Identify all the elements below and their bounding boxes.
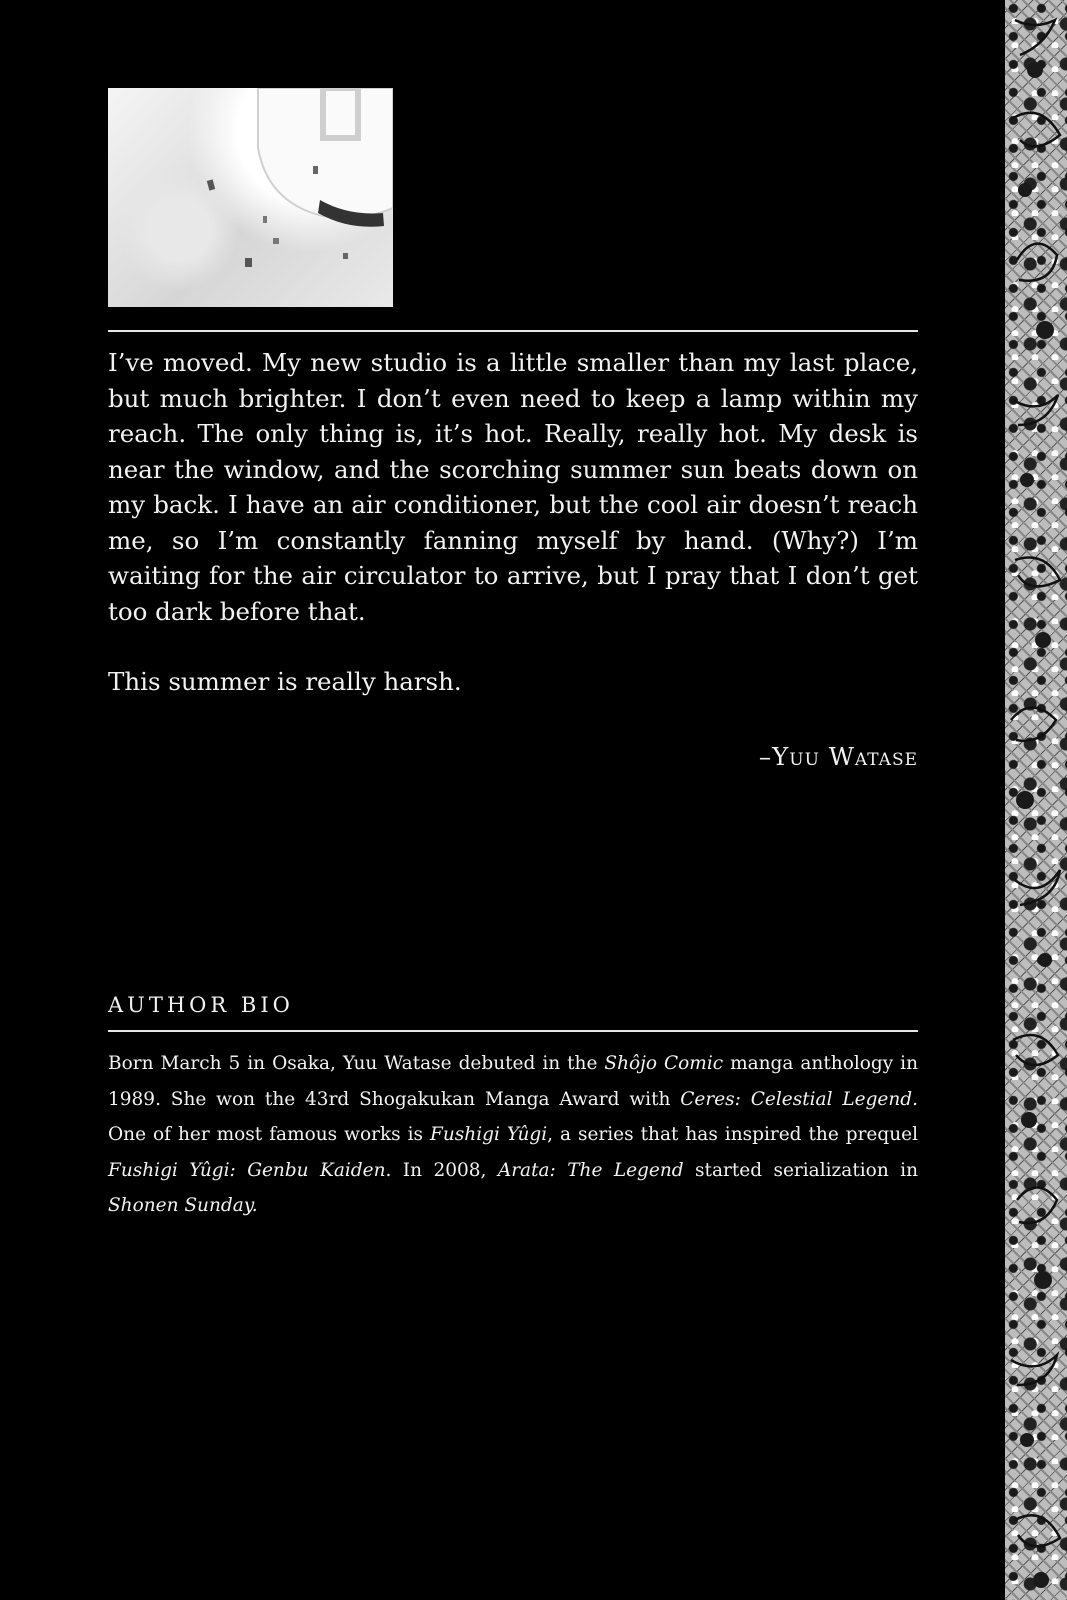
bio-title-italic: Shôjo Comic — [604, 1053, 724, 1074]
author-photo — [108, 88, 393, 307]
bio-title-italic: Fushigi Yûgi: Genbu Kaiden — [108, 1159, 386, 1181]
floral-border — [1005, 0, 1067, 1600]
author-message — [108, 345, 918, 700]
signature-name: Yuu Watase — [772, 742, 918, 771]
signature-dash: – — [758, 742, 773, 771]
bio-text-segment: , a series that has inspired the prequel — [547, 1124, 918, 1145]
bio-text-segment: started serialization in — [683, 1159, 918, 1181]
bio-text-segment: One of her most famous works is — [108, 1124, 431, 1145]
top-divider — [108, 330, 918, 332]
author-bio-text — [108, 1046, 918, 1224]
bio-title-italic: Ceres: Celestial Legend. — [680, 1088, 919, 1110]
message-paragraph: I’ve moved. My new studio is a little smaller than my last place, but much brighter. I don’t even need to keep a lamp within my reach. The only thing is, it’s hot. Really, really hot. My desk is near the window, and the scorching summer sun beats down on my back. I have an air conditioner, but the cool air doesn’t reach me, so I’m constantly fanning myself by hand. (Why?) I’m waiting for the air circulator to arrive, but I pray that I don’t get too dark before that. — [108, 348, 918, 626]
bio-title-italic: Fushigi Yûgi — [430, 1124, 548, 1145]
signature — [108, 742, 918, 771]
bio-text-segment: manga anthology in 1989. She won the 43rd Shogakukan Manga Award with — [108, 1053, 918, 1110]
bio-divider — [108, 1030, 918, 1032]
bio-title-italic: Shonen Sunday. — [108, 1195, 258, 1216]
bio-text-segment: . In 2008, — [385, 1159, 498, 1181]
photo-illustration — [108, 88, 393, 307]
bio-title-italic: Arata: The Legend — [497, 1159, 684, 1181]
author-bio-heading: AUTHOR BIO — [108, 993, 294, 1017]
bio-text-segment: Born March 5 in Osaka, Yuu Watase debuted in the — [108, 1053, 605, 1074]
message-closing: This summer is really harsh. — [108, 667, 462, 696]
floral-pattern-icon — [1005, 0, 1067, 1600]
